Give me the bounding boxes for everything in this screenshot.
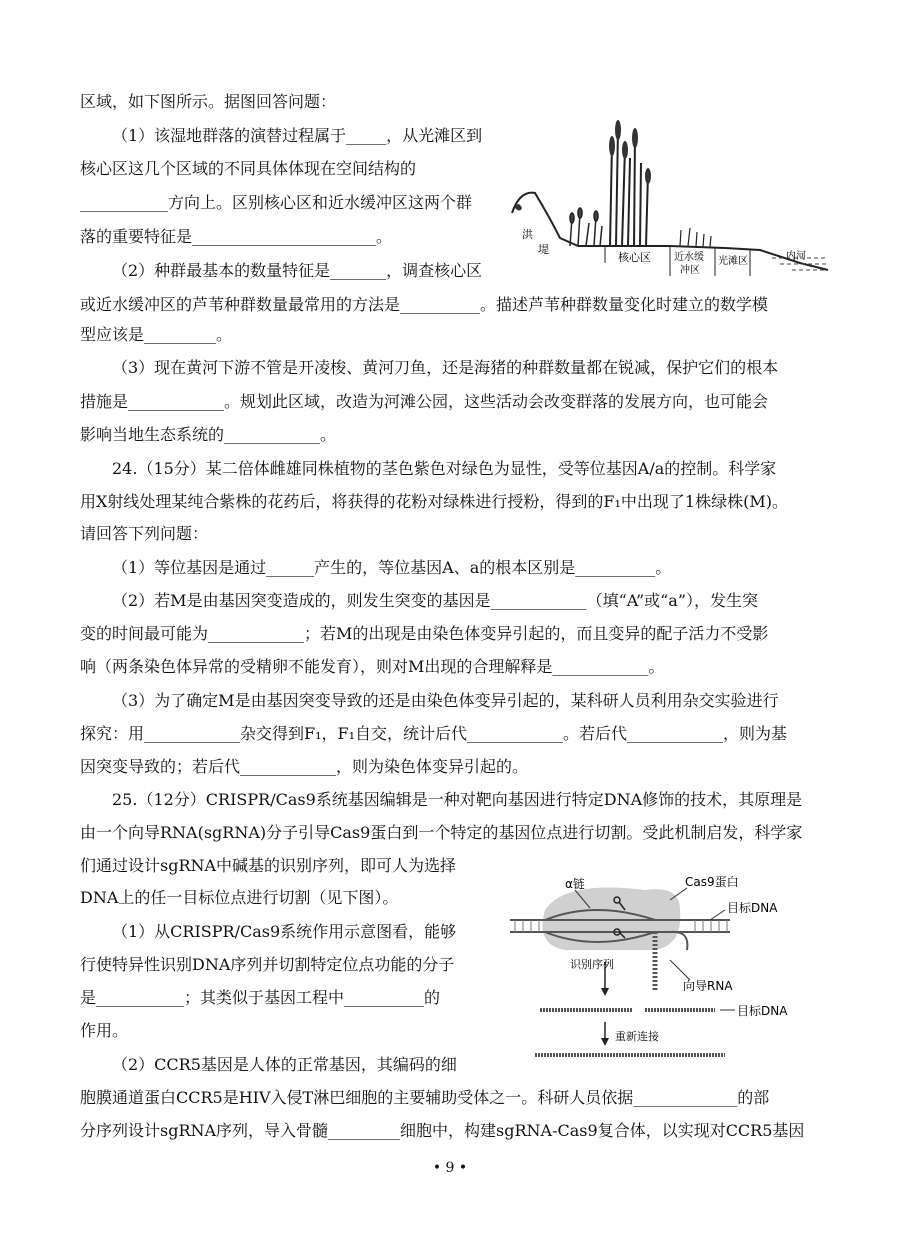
- text-line: 行使特异性识别DNA序列并切割特定位点功能的分子: [80, 955, 455, 974]
- cas9-label: Cas9蛋白: [685, 875, 739, 889]
- text-line: 探究：用____________杂交得到F₁，F₁自交，统计后代____________。若后代____________，则为基: [80, 724, 788, 743]
- text-line: 请回答下列问题：: [80, 524, 209, 543]
- text-line: 24.（15分）某二倍体雌雄同株植物的茎色紫色对绿色为显性，受等位基因A/a的控制。科学家: [112, 459, 777, 478]
- buffer-zone-label-2: 冲区: [680, 265, 700, 276]
- text-line: 变的时间最可能为____________；若M的出现是由染色体变异引起的，而且变异的配子活力不受影: [80, 624, 769, 643]
- target-dna-label-2: 目标DNA: [737, 1004, 788, 1018]
- text-line: 们通过设计sgRNA中碱基的识别序列，即可人为选择: [80, 856, 457, 875]
- guide-rna-label: 向导RNA: [683, 979, 733, 993]
- text-line: 作用。: [80, 1021, 129, 1040]
- text-line: 由一个向导RNA(sgRNA)分子引导Cas9蛋白到一个特定的基因位点进行切割。受此机制启发，科学家: [80, 823, 803, 842]
- target-dna-label-1: 目标DNA: [727, 901, 778, 915]
- text-line: （2）CCR5基因是人体的正常基因，其编码的细: [112, 1055, 457, 1074]
- text-line: 是___________；其类似于基因工程中__________的: [80, 988, 441, 1007]
- page-number: • 9 •: [432, 1160, 468, 1176]
- beach-zone-label: 光滩区: [718, 256, 748, 267]
- inner-river-label: 内河: [786, 251, 806, 262]
- text-line: （1）等位基因是通过______产生的，等位基因A、a的根本区别是__________。: [112, 558, 672, 577]
- text-line: 措施是____________。规划此区域，改造为河滩公园，这些活动会改变群落的发展方向，也可能会: [80, 392, 769, 411]
- text-line: （3）为了确定M是由基因突变导致的还是由染色体变异引起的，某科研人员利用杂交实验进行: [112, 691, 779, 710]
- text-line: （1）该湿地群落的演替过程属于_____，从光滩区到: [112, 126, 483, 145]
- buffer-zone-label-1: 近水缓: [674, 252, 704, 263]
- text-line: 用X射线处理某纯合紫株的花药后，将获得的花粉对绿株进行授粉，得到的F₁中出现了1株绿株(M)。: [80, 492, 788, 511]
- crispr-figure: [505, 870, 810, 1075]
- alpha-chain-label: α链: [565, 877, 585, 891]
- text-line: （2）若M是由基因突变造成的，则发生突变的基因是____________（填“A”或“a”），发生突: [112, 591, 759, 610]
- text-line: 落的重要特征是_______________________。: [80, 227, 393, 246]
- text-line: 区域，如下图所示。据图回答问题：: [80, 92, 337, 111]
- text-line: 25.（12分）CRISPR/Cas9系统基因编辑是一种对靶向基因进行特定DNA修饰的技术，其原理是: [112, 790, 803, 809]
- text-line: （1）从CRISPR/Cas9系统作用示意图看，能够: [112, 922, 457, 941]
- core-zone-label: 核心区: [618, 251, 651, 264]
- text-line: 或近水缓冲区的芦苇种群数量最常用的方法是__________。描述芦苇种群数量变化时建立的数学模: [80, 295, 769, 314]
- reconnect-label: 重新连接: [615, 1030, 659, 1043]
- text-line: 响（两条染色体异常的受精卵不能发育），则对M出现的合理解释是____________。: [80, 657, 665, 676]
- levee-label-2: 堤: [538, 243, 549, 256]
- wetland-figure: [510, 118, 830, 278]
- text-line: （2）种群最基本的数量特征是_______，调查核心区: [112, 261, 483, 280]
- text-line: DNA上的任一目标位点进行切割（见下图）。: [80, 888, 399, 907]
- text-line: 胞膜通道蛋白CCR5是HIV入侵T淋巴细胞的主要辅助受体之一。科研人员依据_____________的部: [80, 1088, 770, 1107]
- levee-label-1: 洪: [522, 228, 533, 241]
- recognition-seq-label: 识别序列: [570, 958, 614, 971]
- text-line: （3）现在黄河下游不管是开凌梭、黄河刀鱼，还是海猪的种群数量都在锐减，保护它们的根本: [112, 358, 779, 377]
- text-line: 分序列设计sgRNA序列，导入骨髓_________细胞中，构建sgRNA-Cas9复合体，以实现对CCR5基因: [80, 1121, 805, 1140]
- text-line: 核心区这几个区域的不同具体体现在空间结构的: [80, 159, 417, 178]
- text-line: 型应该是_________。: [80, 325, 233, 344]
- text-line: 因突变导致的；若后代____________，则为染色体变异引起的。: [80, 757, 529, 776]
- text-line: ___________方向上。区别核心区和近水缓冲区这两个群: [80, 193, 473, 212]
- text-line: 影响当地生态系统的____________。: [80, 425, 337, 444]
